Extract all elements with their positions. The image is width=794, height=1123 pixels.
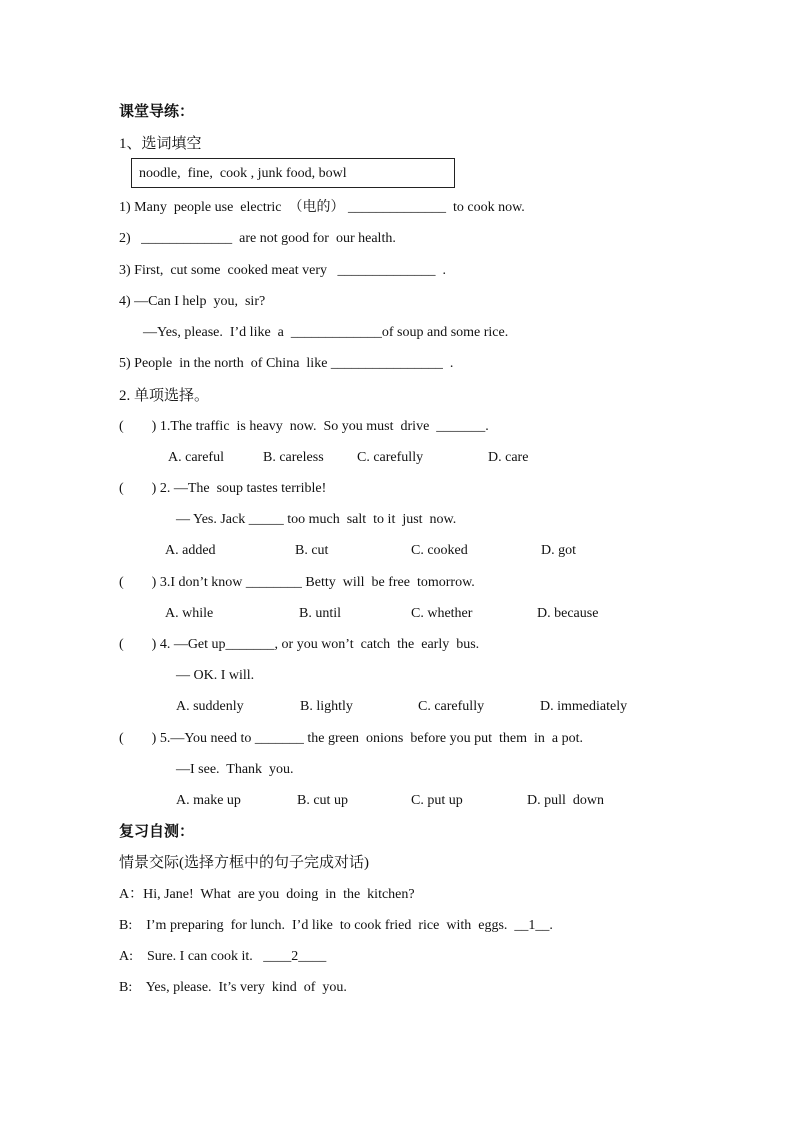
fill-item-4-question: 4) —Can I help you, sir? [119, 294, 266, 309]
fill-item-2: 2) _____________ are not good for our health. [119, 231, 396, 246]
dialogue-line-2: B: I’m preparing for lunch. I’d like to cook fried rice with eggs. __1__. [119, 918, 553, 933]
mc-1-option-a: A. careful [168, 450, 224, 465]
word-box-text: noodle, fine, cook , junk food, bowl [139, 166, 347, 181]
mc-4-option-d: D. immediately [540, 699, 628, 714]
mc-question-2-reply: — Yes. Jack _____ too much salt to it just now. [176, 512, 457, 527]
fill-item-3: 3) First, cut some cooked meat very ______________ . [119, 263, 447, 278]
word-box [131, 158, 455, 188]
mc-1-option-b: B. careless [263, 450, 324, 465]
mc-2-option-c: C. cooked [411, 543, 468, 558]
mc-question-3: ( ) 3.I don’t know ________ Betty will be free tomorrow. [119, 575, 475, 590]
mc-question-4: ( ) 4. —Get up_______, or you won’t catch the early bus. [119, 637, 480, 652]
mc-1-option-d: D. care [488, 450, 529, 465]
fill-item-4-answer: —Yes, please. I’d like a _____________of soup and some rice. [143, 325, 509, 340]
mc-2-option-a: A. added [165, 543, 216, 558]
mc-4-option-a: A. suddenly [176, 699, 244, 714]
mc-question-5: ( ) 5.—You need to _______ the green onions before you put them in a pot. [119, 731, 584, 746]
mc-2-option-b: B. cut [295, 543, 329, 558]
mc-question-1: ( ) 1.The traffic is heavy now. So you must drive _______. [119, 419, 489, 434]
fill-item-5: 5) People in the north of China like ________________ . [119, 356, 454, 371]
mc-3-option-c: C. whether [411, 606, 473, 621]
dialogue-line-3: A: Sure. I can cook it. ____2____ [119, 949, 327, 964]
dialogue-instructions: 情景交际(选择方框中的句子完成对话) [119, 855, 369, 871]
section-heading-review: 复习自测： [119, 824, 195, 840]
mc-question-2: ( ) 2. —The soup tastes terrible! [119, 481, 327, 496]
part2-title: 2. 单项选择。 [119, 388, 210, 404]
mc-5-option-c: C. put up [411, 793, 463, 808]
mc-3-option-d: D. because [537, 606, 599, 621]
section-heading-classroom-practice: 课堂导练： [119, 104, 195, 120]
mc-1-option-c: C. carefully [357, 450, 424, 465]
fill-item-1: 1) Many people use electric （电的） ______________ to cook now. [119, 200, 525, 215]
mc-question-4-reply: — OK. I will. [176, 668, 255, 683]
dialogue-line-1: A：Hi, Jane! What are you doing in the kitchen? [119, 887, 415, 902]
mc-4-option-b: B. lightly [300, 699, 353, 714]
mc-5-option-a: A. make up [176, 793, 241, 808]
part1-title: 1、选词填空 [119, 136, 202, 152]
mc-3-option-a: A. while [165, 606, 214, 621]
mc-question-5-reply: —I see. Thank you. [176, 762, 294, 777]
dialogue-line-4: B: Yes, please. It’s very kind of you. [119, 980, 347, 995]
mc-5-option-b: B. cut up [297, 793, 348, 808]
mc-3-option-b: B. until [299, 606, 342, 621]
mc-5-option-d: D. pull down [527, 793, 604, 808]
mc-4-option-c: C. carefully [418, 699, 485, 714]
mc-2-option-d: D. got [541, 543, 576, 558]
